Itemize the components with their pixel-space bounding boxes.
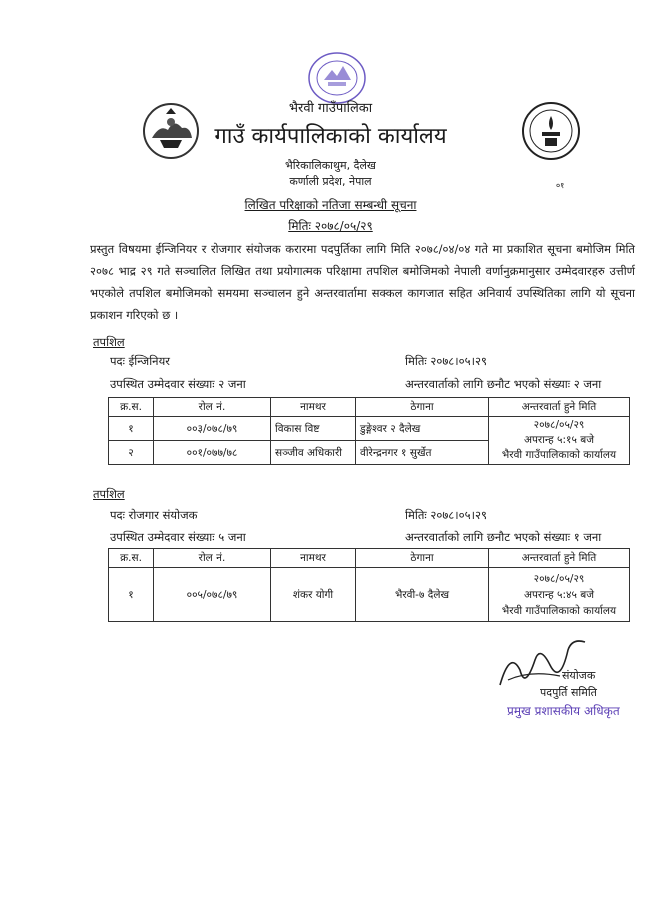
interview-time: अपरान्ह ५:१५ बजे bbox=[523, 434, 595, 446]
section2-post: पदः रोजगार संयोजक bbox=[110, 508, 198, 522]
interview-date: २०७८/०५/२९ bbox=[533, 419, 585, 431]
cell-sn: १ bbox=[109, 568, 154, 622]
col-interview: अन्तरवार्ता हुने मिति bbox=[489, 398, 630, 417]
interview-time: अपरान्ह ५:४५ बजे bbox=[523, 588, 595, 601]
section2-selected-count: अन्तरवार्ताको लागि छनौट भएको संख्याः १ जना bbox=[405, 530, 602, 544]
col-name: नामथर bbox=[271, 549, 356, 568]
cell-address: भैरवी-७ दैलेख bbox=[356, 568, 489, 622]
section2-date: मितिः २०७८।०५।२९ bbox=[405, 508, 487, 522]
col-address: ठेगाना bbox=[356, 398, 489, 417]
section2-present-count: उपस्थित उम्मेदवार संख्याः ५ जना bbox=[110, 530, 246, 544]
col-name: नामथर bbox=[271, 398, 356, 417]
cell-address: वीरेन्द्रनगर १ सुर्खेत bbox=[356, 441, 489, 465]
signatory-role: संयोजक bbox=[562, 669, 596, 682]
office-title: गाउँ कार्यपालिकाको कार्यालय bbox=[214, 124, 447, 149]
section2-heading: तपशिल bbox=[93, 487, 125, 501]
address-line-1: भैरिकालिकाथुम, दैलेख bbox=[285, 159, 376, 172]
cell-sn: २ bbox=[109, 441, 154, 465]
corner-mark: ०१ bbox=[556, 181, 565, 190]
interview-date: २०७८/०५/२९ bbox=[533, 572, 585, 585]
notice-body: प्रस्तुत विषयमा ईन्जिनियर र रोजगार संयोजक करारमा पदपुर्तिका लागि मिति २०७८/०४/०४ गते मा प्रकाशित सूचना बमोजिम मिति २०७८ भाद्र २९ गते सञ्चालित लिखित तथा प्रयोगात्मक परिक्षामा तपशिल बमोजिमको नेपाली वर्णानुक्रमानुसार उम्मेदवारहरु उत्तीर्ण भएकोले तपशिल बमोजिमको समयमा सञ्चालन हुने अन्तरवार्तामा सक्कल कागजात सहित अनिवार्य उपस्थितिका लागि यो सूचना प्रकाशन गरिएको छ । bbox=[90, 242, 635, 322]
section1-date: मितिः २०७८।०५।२९ bbox=[405, 354, 487, 368]
col-interview: अन्तरवार्ता हुने मिति bbox=[489, 549, 630, 568]
cell-interview bbox=[489, 568, 630, 622]
cell-roll: ००१/०७७/७८ bbox=[154, 441, 271, 465]
officer-stamp: प्रमुख प्रशासकीय अधिकृत bbox=[507, 704, 620, 718]
table-header-row bbox=[109, 549, 630, 568]
cell-interview bbox=[489, 417, 630, 465]
section1-selected-count: अन्तरवार्ताको लागि छनौट भएको संख्याः २ जना bbox=[405, 377, 602, 391]
notice-date: मितिः २०७८/०५/२९ bbox=[288, 219, 373, 233]
notice-subject: लिखित परिक्षाको नतिजा सम्बन्धी सूचना bbox=[244, 198, 417, 212]
section2-table bbox=[108, 548, 630, 622]
table-header-row bbox=[109, 398, 630, 417]
municipality-name: भैरवी गाउँपालिका bbox=[288, 101, 373, 116]
col-sn: क्र.स. bbox=[109, 549, 154, 568]
cell-sn: १ bbox=[109, 417, 154, 441]
section1-heading: तपशिल bbox=[93, 335, 125, 349]
cell-name: शंकर योगी bbox=[271, 568, 356, 622]
signatory-committee: पदपुर्ति समिति bbox=[540, 686, 597, 699]
cell-roll: ००३/०७८/७९ bbox=[154, 417, 271, 441]
section1-table bbox=[108, 397, 630, 465]
col-sn: क्र.स. bbox=[109, 398, 154, 417]
section1-present-count: उपस्थित उम्मेदवार संख्याः २ जना bbox=[110, 377, 246, 391]
cell-name: विकास विष्ट bbox=[271, 417, 356, 441]
section1-post: पदः ईन्जिनियर bbox=[110, 354, 170, 368]
cell-address: डुङ्गेश्वर २ दैलेख bbox=[356, 417, 489, 441]
interview-venue: भैरवी गाउँपालिकाको कार्यालय bbox=[501, 604, 617, 617]
cell-roll: ००५/०७८/७९ bbox=[154, 568, 271, 622]
col-roll: रोल नं. bbox=[154, 398, 271, 417]
cell-name: सञ्जीव अधिकारी bbox=[271, 441, 356, 465]
address-line-2: कर्णाली प्रदेश, नेपाल bbox=[289, 175, 372, 188]
col-address: ठेगाना bbox=[356, 549, 489, 568]
table-row bbox=[109, 568, 630, 622]
interview-venue: भैरवी गाउँपालिकाको कार्यालय bbox=[501, 449, 617, 461]
table-row bbox=[109, 417, 630, 441]
col-roll: रोल नं. bbox=[154, 549, 271, 568]
